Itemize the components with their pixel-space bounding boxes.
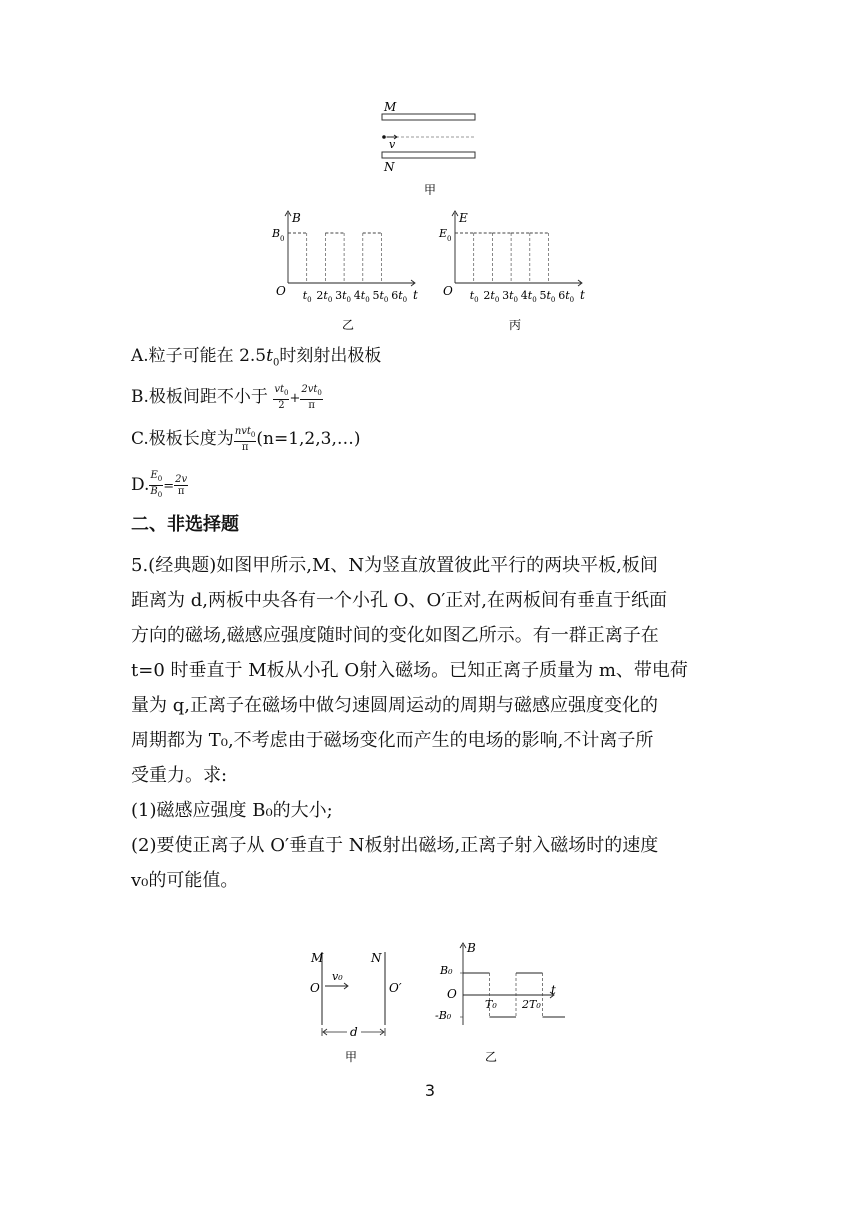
- b-t-graph: [268, 205, 428, 335]
- plate-m-label: M: [384, 100, 397, 114]
- question-line: 量为 q,正离子在磁场中做匀速圆周运动的周期与磁感应强度变化的: [131, 695, 658, 716]
- setup-caption: 甲: [345, 1050, 358, 1064]
- page-number: 3: [424, 1081, 436, 1100]
- setup-m-label: M: [311, 951, 324, 965]
- fig-e-tick-label-5: $5t_0$: [539, 289, 556, 304]
- svg-text:0: 0: [447, 235, 452, 243]
- e-axis-label: E: [459, 211, 468, 225]
- plates-caption: 甲: [424, 183, 437, 195]
- option-c[interactable]: [131, 426, 361, 453]
- velocity-label: v: [389, 138, 396, 151]
- fig-e-tick-label-6: $6t_0$: [558, 289, 575, 304]
- option-c-suffix: (n=1,2,3,…): [256, 429, 361, 449]
- option-a-prefix: A.粒子可能在 2.5: [131, 346, 267, 366]
- fig-e-tick-label-3: $3t_0$: [502, 289, 518, 304]
- e-level-label: E: [439, 227, 448, 240]
- particle-dot: [382, 135, 386, 139]
- option-b-plus: +: [289, 391, 301, 406]
- setup-d-label: d: [350, 1025, 358, 1039]
- fig-b-tick-label-5: $5t_0$: [372, 289, 389, 304]
- question-line: 周期都为 T₀,不考虑由于磁场变化而产生的电场的影响,不计离子所: [131, 730, 654, 751]
- option-d-prefix: D.: [131, 475, 150, 495]
- b-caption: 乙: [342, 318, 355, 332]
- b-axis-label: B: [292, 211, 301, 225]
- fig-b-tick-label-6: $6t_0$: [391, 289, 408, 304]
- option-d-fraction-2: $\frac{2v}{\pi}$: [175, 474, 188, 497]
- question-line: (1)磁感应强度 B₀的大小;: [131, 800, 333, 821]
- setup-n-label: N: [371, 951, 382, 965]
- fig-e-tick-label-2: $2t_0$: [483, 289, 500, 304]
- question-line: t=0 时垂直于 M板从小孔 O射入磁场。已知正离子质量为 m、带电荷: [131, 660, 688, 681]
- b-level-label: B: [272, 227, 281, 240]
- b2-neg-label: -B₀: [435, 1009, 452, 1022]
- option-a-suffix: 时刻射出极板: [279, 346, 382, 366]
- fig-b-tick-label-4: $4t_0$: [353, 289, 370, 304]
- plate-n-label: N: [384, 160, 395, 174]
- option-b-prefix: B.极板间距不小于: [131, 387, 268, 407]
- option-a[interactable]: [131, 344, 381, 375]
- b2-origin-label: O: [447, 987, 457, 1001]
- b-t-square-graph: [435, 940, 565, 1065]
- b-t-axis-label: t: [413, 288, 418, 302]
- fig-b-tick-label-3: $3t_0$: [335, 289, 351, 304]
- question-line: v₀的可能值。: [131, 870, 239, 891]
- e-t-graph: [435, 205, 595, 335]
- question-line: 方向的磁场,磁感应强度随时间的变化如图乙所示。有一群正离子在: [131, 625, 659, 646]
- option-b[interactable]: [131, 384, 323, 411]
- e-t-axis-label: t: [580, 288, 585, 302]
- b2-t-axis-label: t: [551, 983, 556, 997]
- setup-figure: [305, 940, 405, 1065]
- b2-pos-label: B₀: [440, 964, 453, 977]
- section-title: 二、非选择题: [131, 514, 239, 535]
- b2-t1-label: T₀: [485, 998, 497, 1011]
- e-caption: 丙: [509, 318, 522, 332]
- option-d-eq: =: [163, 479, 175, 494]
- question-text: [131, 548, 731, 898]
- setup-o2-label: O′: [389, 981, 402, 995]
- b2-axis-label: B: [467, 941, 476, 955]
- setup-o-label: O: [310, 981, 320, 995]
- b2-t2-label: 2T₀: [522, 998, 541, 1011]
- option-b-fraction-2: $\frac{2vt_0}{\pi}$: [301, 384, 322, 411]
- option-a-sub: 0: [272, 357, 280, 369]
- option-a-var: t: [266, 346, 273, 366]
- question-line: (2)要使正离子从 O′垂直于 N板射出磁场,正离子射入磁场时的速度: [131, 835, 659, 856]
- option-d-fraction-1: $\frac{E_0}{B_0}$: [150, 470, 163, 499]
- option-c-fraction: $\frac{nvt_0}{\pi}$: [234, 426, 256, 453]
- question-line: 5.(经典题)如图甲所示,M、N为竖直放置彼此平行的两块平板,板间: [131, 555, 658, 576]
- option-c-prefix: C.极板长度为: [131, 429, 234, 449]
- fig-e-tick-label-1: $t_0$: [469, 289, 479, 304]
- svg-text:0: 0: [280, 235, 285, 243]
- fig-b-tick-label-2: $2t_0$: [316, 289, 333, 304]
- plates-figure: [370, 100, 490, 195]
- b2-caption: 乙: [485, 1050, 498, 1064]
- option-d[interactable]: [131, 470, 188, 501]
- b-origin-label: O: [276, 284, 286, 298]
- e-origin-label: O: [443, 284, 453, 298]
- setup-v0-label: v₀: [332, 970, 343, 983]
- question-line: 受重力。求:: [131, 765, 228, 786]
- fig-b-tick-label-1: $t_0$: [302, 289, 312, 304]
- option-b-fraction-1: $\frac{vt_0}{2}$: [274, 384, 289, 411]
- fig-e-tick-label-4: $4t_0$: [520, 289, 537, 304]
- question-line: 距离为 d,两板中央各有一个小孔 O、O′正对,在两板间有垂直于纸面: [131, 590, 668, 611]
